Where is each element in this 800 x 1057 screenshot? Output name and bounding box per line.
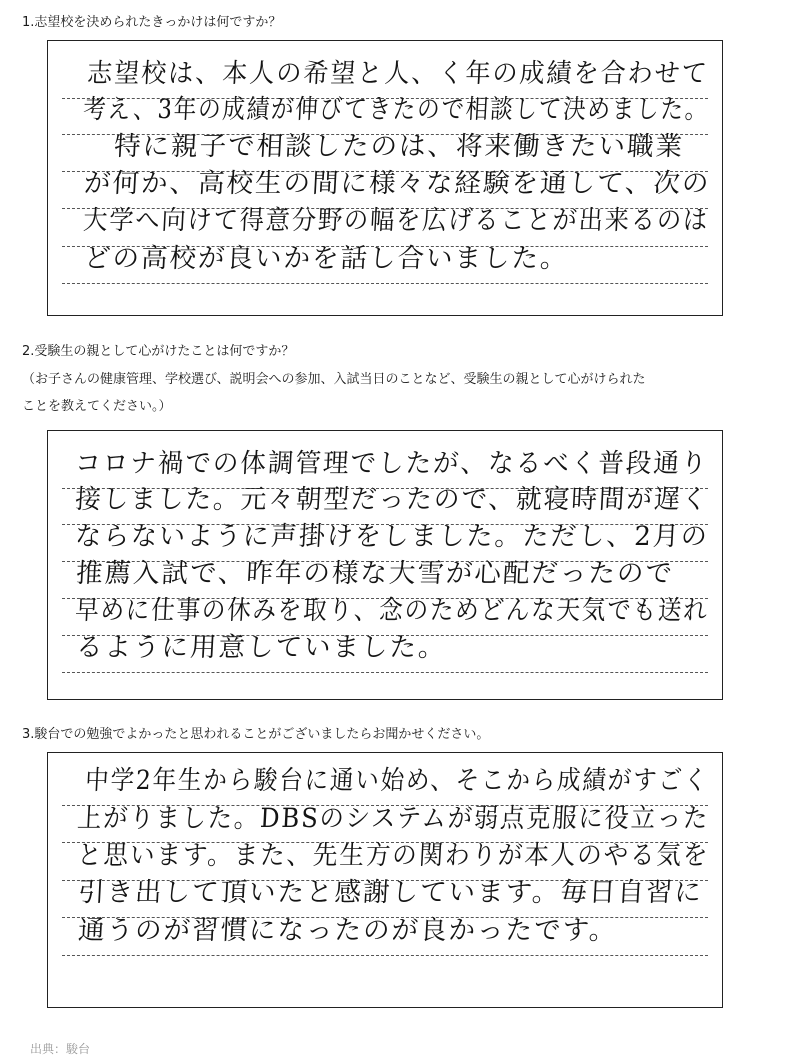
handwritten-line: 考え、3年の成績が伸びてきたので相談して決めました。 (82, 94, 710, 125)
handwritten-line: 志望校は、本人の希望と人、く年の成績を合わせて (86, 58, 710, 89)
handwritten-line: 大学へ向けて得意分野の幅を広げることが出来るのは (82, 205, 710, 236)
handwritten-line: ならないように声掛けをしました。ただし、2月の (74, 521, 710, 552)
answer-rule (62, 283, 708, 284)
question-2: 2.受験生の親として心がけたことは何ですか？ (22, 344, 295, 359)
handwritten-line: どの高校が良いかを話し合いました。 (83, 243, 570, 274)
handwritten-line: 推薦入試で、昨年の様な大雪が心配だったので (75, 558, 675, 589)
answer-box-1 (47, 40, 723, 316)
answer-box-2 (47, 430, 723, 700)
question-3: 3.駿台での勉強でよかったと思われることがございましたらお聞かせください。 (22, 727, 490, 742)
question-2-note-line-2: ことを教えてください。） (22, 399, 172, 414)
answer-rule (62, 672, 708, 673)
handwritten-line: が何か、高校生の間に様々な経験を通して、次の (83, 168, 712, 199)
handwritten-line: と思います。また、先生方の関わりが本人のやる気を (76, 840, 711, 871)
handwritten-line: 上がりました。DBSのシステムが弱点克服に役立った (76, 803, 711, 834)
question-2-note-line-1: （お子さんの健康管理、学校選び、説明会への参加、入試当日のことなど、受験生の親として心がけられた (22, 372, 646, 387)
question-1: 1.志望校を決められたきっかけは何ですか？ (22, 15, 282, 30)
handwritten-line: るように用意していました。 (75, 632, 448, 663)
answer-rule (62, 955, 708, 956)
answer-box-3 (47, 752, 723, 1008)
handwritten-line: 早めに仕事の休みを取り、念のためどんな天気でも送れ (74, 595, 710, 626)
handwritten-line: コロナ禍での体調管理でしたが、なるべく普段通り (74, 448, 710, 479)
handwritten-line: 特に親子で相談したのは、将来働きたい職業 (113, 131, 685, 162)
handwritten-line: 引き出して頂いたと感謝しています。毎日自習に (77, 877, 704, 908)
handwritten-line: 通うのが習慣になったのが良かったです。 (77, 915, 619, 946)
handwritten-line: 接しました。元々朝型だったので、就寝時間が遅く (74, 484, 711, 515)
footer-partial-text: 出典：駿台 (30, 1042, 91, 1056)
handwritten-line: 中学2年生から駿台に通い始め、そこから成績がすごく (84, 765, 710, 796)
